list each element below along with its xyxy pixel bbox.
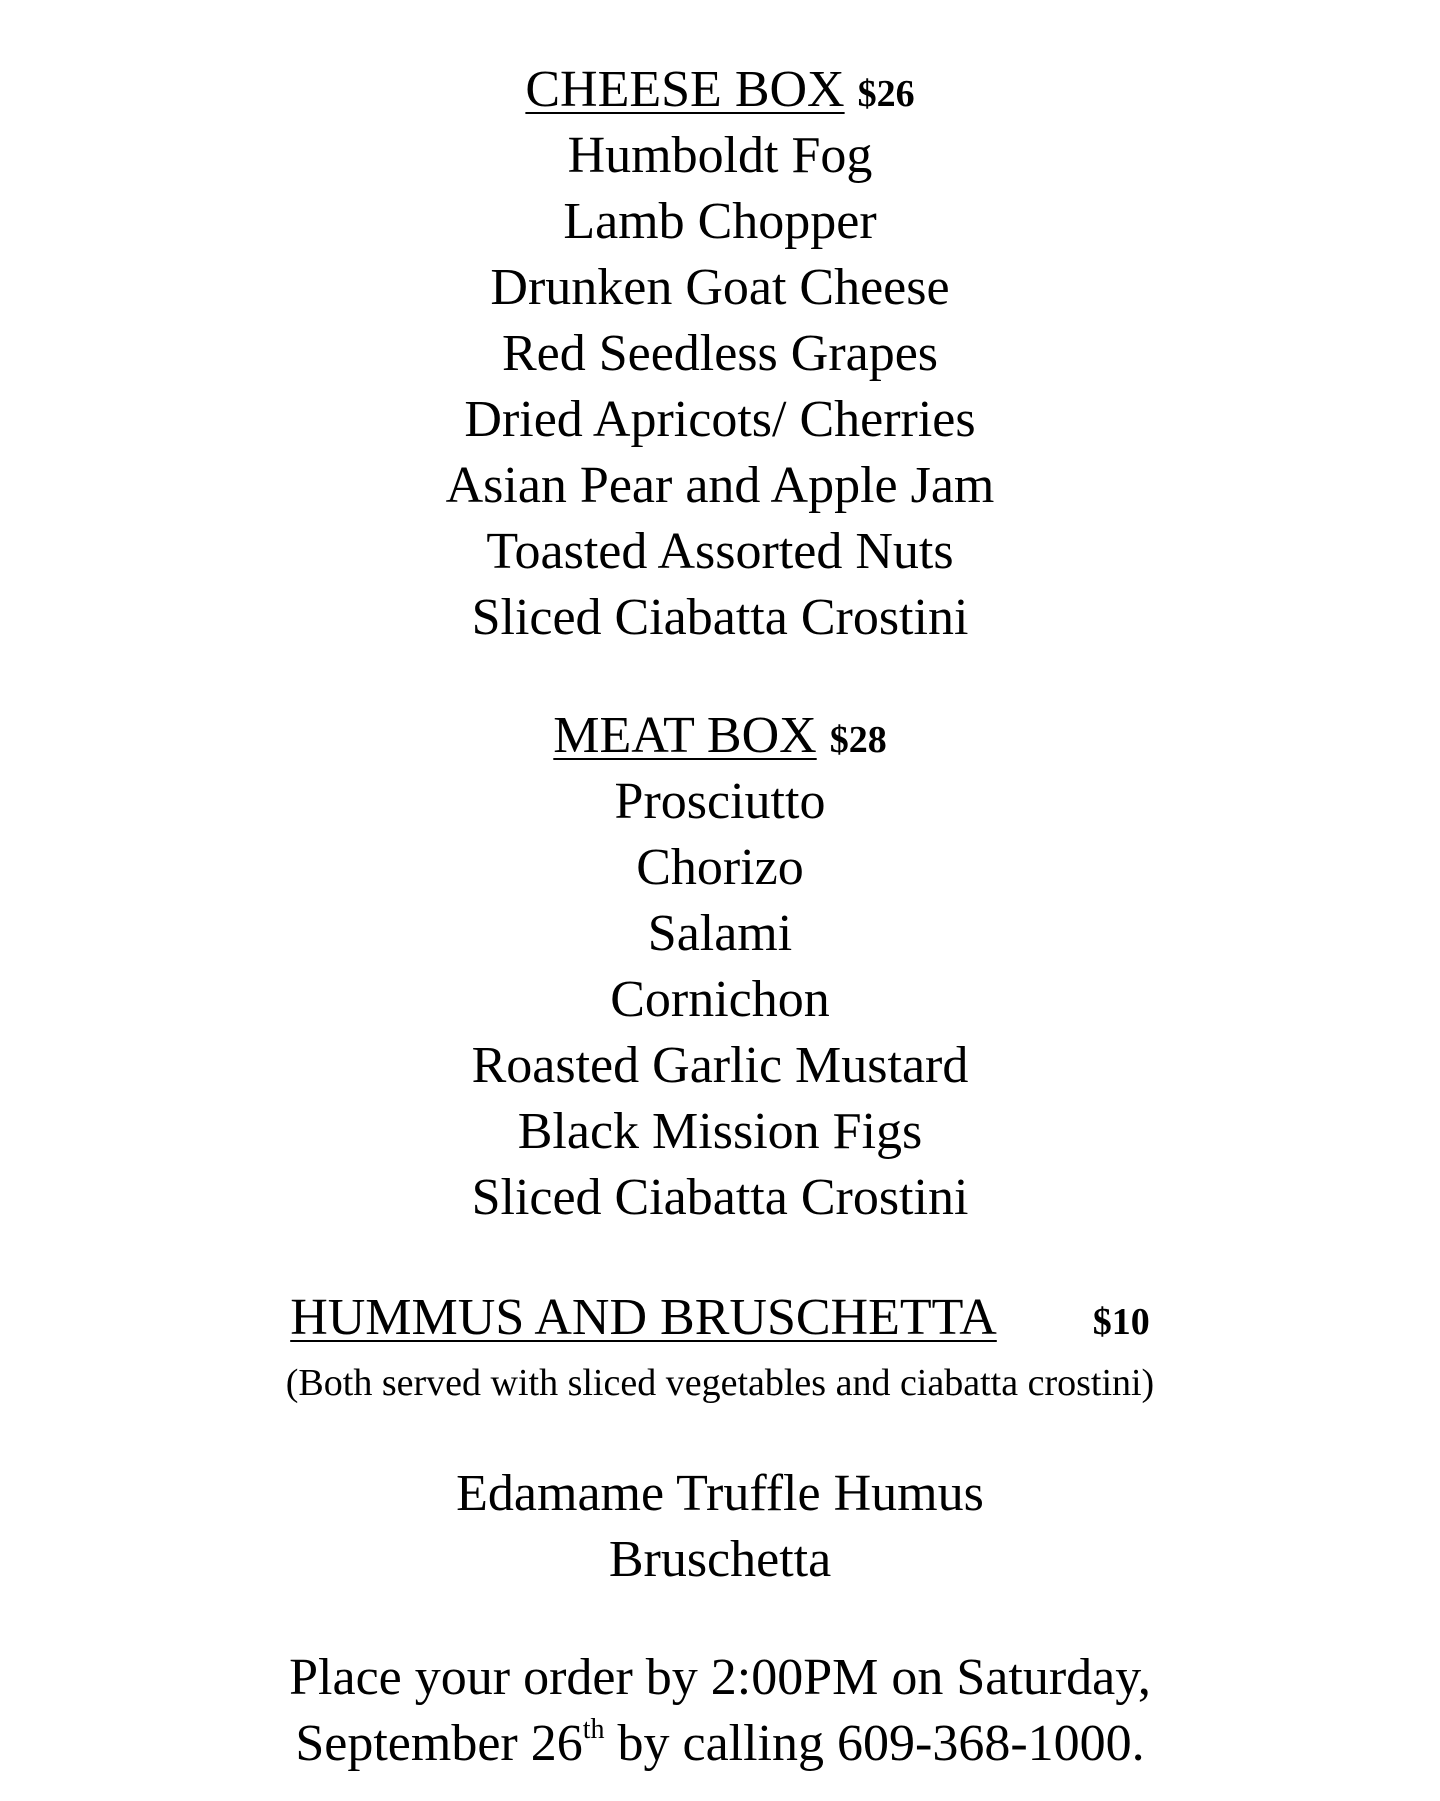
meat-box-item: Roasted Garlic Mustard (471, 1037, 969, 1094)
hummus-title: HUMMUS AND BRUSCHETTA (290, 1289, 997, 1346)
cheese-box-item: Asian Pear and Apple Jam (445, 457, 995, 514)
cheese-box-item: Toasted Assorted Nuts (486, 523, 954, 580)
hummus-item: Bruschetta (608, 1531, 832, 1588)
cheese-box-item: Drunken Goat Cheese (490, 259, 950, 316)
meat-box-title: MEAT BOX (553, 707, 817, 764)
cheese-box-heading (0, 61, 1440, 118)
cheese-box-item: Sliced Ciabatta Crostini (471, 589, 969, 646)
cheese-box-item: Dried Apricots/ Cherries (464, 391, 976, 448)
hummus-heading (0, 1289, 1440, 1346)
order-date: September 26 (295, 1715, 583, 1772)
order-instructions-line1: Place your order by 2:00PM on Saturday, (289, 1649, 1151, 1706)
order-instructions-line2 (0, 1714, 1440, 1772)
meat-box-heading (0, 707, 1440, 764)
date-ordinal-suffix: th (582, 1714, 605, 1745)
hummus-note: (Both served with sliced vegetables and ciabatta crostini) (285, 1362, 1155, 1404)
cheese-box-item: Humboldt Fog (567, 127, 873, 184)
meat-box-item: Prosciutto (614, 773, 826, 830)
cheese-box-price: $26 (857, 73, 915, 115)
meat-box-item: Chorizo (636, 839, 804, 896)
cheese-box-item: Red Seedless Grapes (501, 325, 939, 382)
hummus-item: Edamame Truffle Humus (456, 1465, 984, 1522)
meat-box-price: $28 (829, 719, 887, 761)
meat-box-item: Black Mission Figs (517, 1103, 923, 1160)
meat-box-item: Cornichon (610, 971, 830, 1028)
hummus-price: $10 (1092, 1301, 1150, 1343)
order-phone-text: by calling 609-368-1000. (604, 1715, 1145, 1772)
cheese-box-item: Lamb Chopper (563, 193, 877, 250)
meat-box-item: Salami (647, 905, 793, 962)
meat-box-item: Sliced Ciabatta Crostini (471, 1169, 969, 1226)
cheese-box-title: CHEESE BOX (525, 61, 845, 118)
